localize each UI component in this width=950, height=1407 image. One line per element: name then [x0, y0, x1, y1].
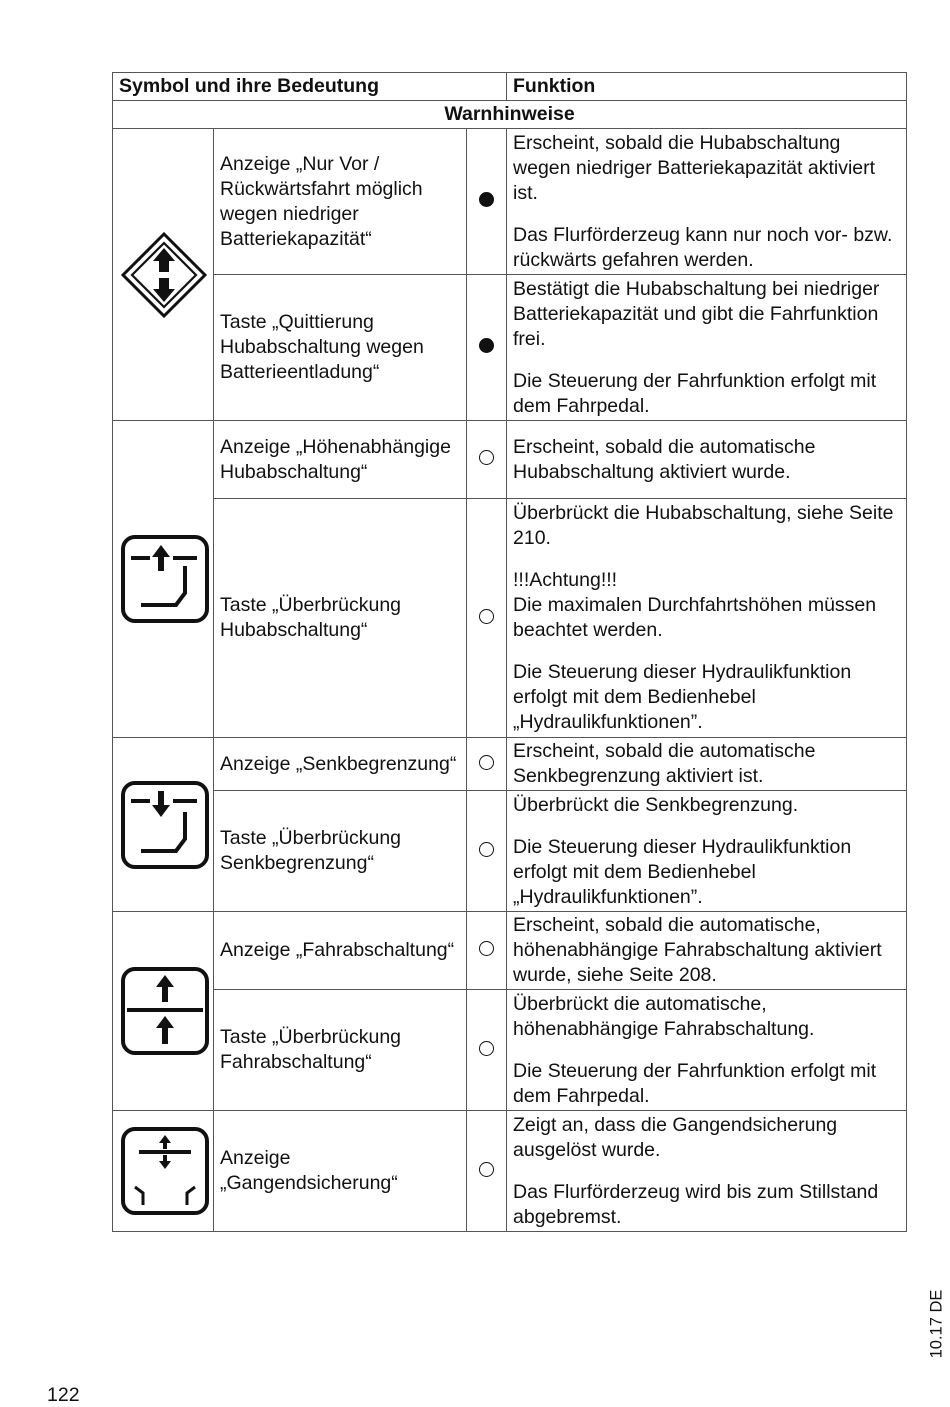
empty-dot-icon: [479, 755, 494, 770]
row-label: Anzeige „Höhenabhängige Hubabschaltung“: [214, 421, 467, 499]
function-text: Das Flurförderzeug wird bis zum Stillstand abgebremst.: [513, 1180, 879, 1228]
table-row: [113, 1111, 907, 1232]
table-row: [113, 499, 907, 738]
filled-dot-icon: [479, 192, 494, 207]
indicator-cell: [467, 129, 507, 275]
function-text: Die Steuerung dieser Hydraulikfunktion erfolgt mit dem Bedienhebel „Hydraulikfunktionen”.: [513, 661, 852, 733]
travel-only-diamond-icon: [119, 230, 209, 320]
function-text: Erscheint, sobald die Hubabschaltung wegen niedriger Batteriekapazität aktiviert ist.: [513, 131, 876, 204]
page-number: 122: [47, 1384, 80, 1406]
function-cell: [507, 275, 907, 421]
indicator-cell: [467, 990, 507, 1111]
lift-cutout-icon: [119, 533, 211, 625]
function-text: Zeigt an, dass die Gangendsicherung ausgelöst wurde.: [513, 1113, 838, 1161]
warning-symbols-table: [112, 72, 907, 1232]
function-cell: [507, 421, 907, 499]
function-text: Überbrückt die Senkbegrenzung.: [513, 793, 799, 816]
function-cell: [507, 499, 907, 738]
indicator-cell: [467, 421, 507, 499]
row-label: Taste „Quittierung Hubabschaltung wegen Batterieentladung“: [214, 275, 467, 421]
indicator-cell: [467, 1111, 507, 1232]
empty-dot-icon: [479, 1041, 494, 1056]
function-text: Die Steuerung dieser Hydraulikfunktion erfolgt mit dem Bedienhebel „Hydraulikfunktionen”.: [513, 835, 852, 908]
row-label: Anzeige „Nur Vor / Rückwärtsfahrt möglich wegen niedriger Batteriekapazität“: [214, 129, 467, 275]
section-row: [113, 101, 907, 129]
function-text: Die Steuerung der Fahrfunktion erfolgt mit dem Fahrpedal.: [513, 369, 877, 417]
empty-dot-icon: [479, 842, 494, 857]
indicator-cell: [467, 791, 507, 912]
row-label: Anzeige „Gangendsicherung“: [214, 1111, 467, 1232]
function-cell: [507, 1111, 907, 1232]
empty-dot-icon: [479, 609, 494, 624]
lowering-limit-icon: [119, 779, 211, 871]
section-title: Warnhinweise: [113, 101, 907, 129]
row-label: Taste „Überbrückung Fahrabschaltung“: [214, 990, 467, 1111]
empty-dot-icon: [479, 941, 494, 956]
travel-cutout-icon: [119, 965, 211, 1057]
function-cell: [507, 990, 907, 1111]
function-text: Erscheint, sobald die automatische, höhenabhängige Fahrabschaltung aktiviert wurde, siehe Seite 208.: [513, 914, 882, 986]
table-row: [113, 990, 907, 1111]
table-row: [113, 275, 907, 421]
function-text: Erscheint, sobald die automatische Senkbegrenzung aktiviert ist.: [513, 740, 816, 787]
table-header-row: [113, 73, 907, 101]
function-cell: [507, 912, 907, 990]
symbol-column-header: Symbol und ihre Bedeutung: [113, 73, 507, 101]
symbol-cell: [113, 1111, 214, 1232]
row-label: Taste „Überbrückung Senkbegrenzung“: [214, 791, 467, 912]
empty-dot-icon: [479, 450, 494, 465]
indicator-cell: [467, 912, 507, 990]
row-label: Anzeige „Fahrabschaltung“: [214, 912, 467, 990]
aisle-protection-icon: [119, 1125, 211, 1217]
function-text: Erscheint, sobald die automatische Hubabschaltung aktiviert wurde.: [513, 435, 816, 483]
function-text: !!!Achtung!!! Die maximalen Durchfahrtshöhen müssen beachtet werden.: [513, 569, 877, 641]
row-label: Anzeige „Senkbegrenzung“: [214, 738, 467, 791]
row-label: Taste „Überbrückung Hubabschaltung“: [214, 499, 467, 738]
function-cell: [507, 738, 907, 791]
indicator-cell: [467, 499, 507, 738]
empty-dot-icon: [479, 1162, 494, 1177]
edition-label: 10.17 DE: [927, 1289, 946, 1359]
table-row: [113, 421, 907, 499]
table-row: [113, 912, 907, 990]
table-row: [113, 791, 907, 912]
function-text: Die Steuerung der Fahrfunktion erfolgt mit dem Fahrpedal.: [513, 1059, 877, 1107]
table-row: [113, 738, 907, 791]
filled-dot-icon: [479, 338, 494, 353]
indicator-cell: [467, 275, 507, 421]
table-row: [113, 129, 907, 275]
symbol-cell: [113, 129, 214, 421]
symbol-cell: [113, 912, 214, 1111]
symbol-cell: [113, 738, 214, 912]
indicator-cell: [467, 738, 507, 791]
function-text: Überbrückt die automatische, höhenabhängige Fahrabschaltung.: [513, 992, 815, 1040]
function-text: Überbrückt die Hubabschaltung, siehe Seite 210.: [513, 502, 894, 549]
function-cell: [507, 129, 907, 275]
function-text: Bestätigt die Hubabschaltung bei niedriger Batteriekapazität und gibt die Fahrfunktion frei.: [513, 277, 880, 350]
function-text: Das Flurförderzeug kann nur noch vor- bzw. rückwärts gefahren werden.: [513, 223, 893, 271]
function-cell: [507, 791, 907, 912]
function-column-header: Funktion: [507, 73, 907, 101]
symbol-cell: [113, 421, 214, 738]
